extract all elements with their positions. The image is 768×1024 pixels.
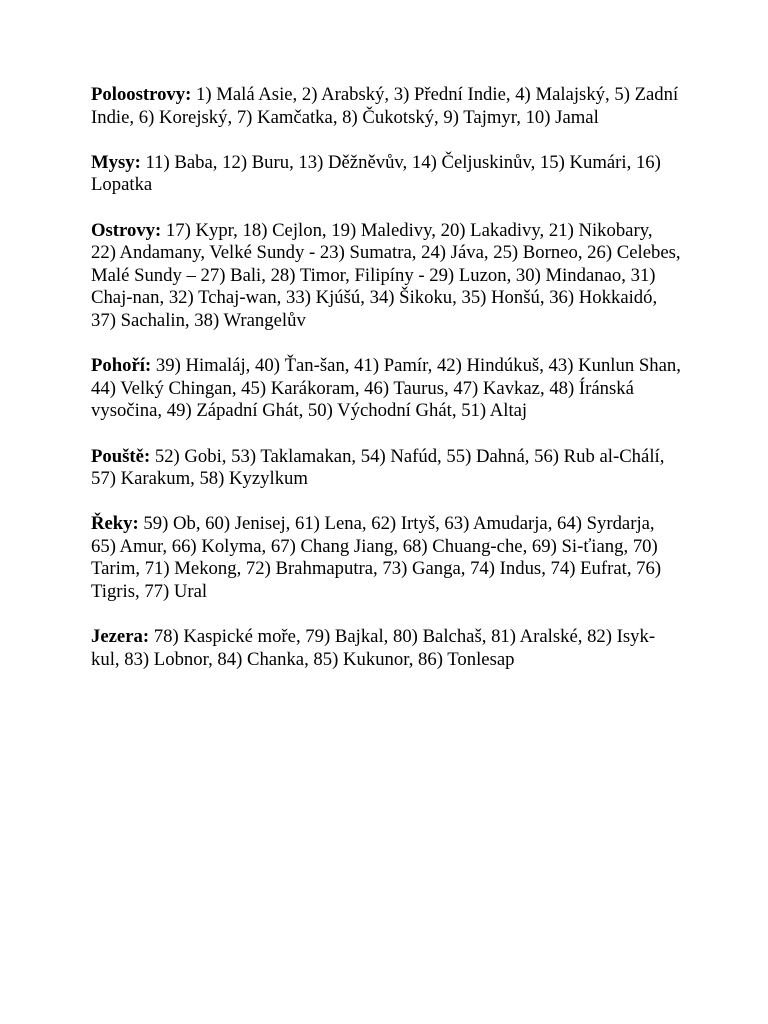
section-label: Poloostrovy:: [91, 84, 192, 105]
section-text: 1) Malá Asie, 2) Arabský, 3) Přední Indie, 4) Malajský, 5) Zadní Indie, 6) Korejský, 7) Kamčatka, 8) Čukotský, 9) Tajmyr, 10) Jamal: [91, 84, 679, 128]
section-label: Pouště:: [91, 445, 151, 467]
section-ostrovy: [91, 220, 681, 333]
section-label: Jezera:: [91, 626, 150, 648]
section-text: 78) Kaspické moře, 79) Bajkal, 80) Balchaš, 81) Aralské, 82) Isyk-kul, 83) Lobnor, 84) Chanka, 85) Kukunor, 86) Tonlesap: [91, 626, 656, 670]
section-label: Pohoří:: [91, 355, 152, 377]
section-label: Ostrovy:: [91, 219, 162, 241]
section-text: 52) Gobi, 53) Taklamakan, 54) Nafúd, 55) Dahná, 56) Rub al-Chálí, 57) Karakum, 58) Kyzylkum: [91, 445, 665, 490]
section-reky: [91, 513, 681, 603]
section-pouste: [91, 446, 681, 491]
document-body: [91, 84, 681, 694]
section-pohori: [91, 355, 681, 423]
section-label: Mysy:: [91, 151, 141, 173]
section-poloostrovy: [91, 84, 681, 129]
section-mysy: [91, 152, 681, 197]
section-jezera: [91, 626, 681, 671]
section-text: 59) Ob, 60) Jenisej, 61) Lena, 62) Irtyš, 63) Amudarja, 64) Syrdarja, 65) Amur, 66) Kolyma, 67) Chang Jiang, 68) Chuang-che, 69) Si-ťiang, 70) Tarim, 71) Mekong, 72) Brahmaputra, 73) Ganga, 74) Indus, 74) Eufrat, 76) Tigris, 77) Ural: [91, 513, 662, 603]
section-label: Řeky:: [91, 513, 139, 535]
section-text: 11) Baba, 12) Buru, 13) Děžněvův, 14) Čeljuskinův, 15) Kumári, 16) Lopatka: [91, 151, 661, 196]
section-text: 17) Kypr, 18) Cejlon, 19) Maledivy, 20) Lakadivy, 21) Nikobary, 22) Andamany, Velké Sundy - 23) Sumatra, 24) Jáva, 25) Borneo, 26) Celebes, Malé Sundy – 27) Bali, 28) Timor, Filipíny - 29) Luzon, 30) Mindanao, 31) Chaj-nan, 32) Tchaj-wan, 33) Kjúšú, 34) Šikoku, 35) Honšú, 36) Hokkaidó, 37) Sachalin, 38) Wrangelův: [91, 219, 681, 331]
section-text: 39) Himaláj, 40) Ťan-šan, 41) Pamír, 42) Hindúkuš, 43) Kunlun Shan, 44) Velký Chingan, 45) Karákoram, 46) Taurus, 47) Kavkaz, 48) Íránská vysočina, 49) Západní Ghát, 50) Východní Ghát, 51) Altaj: [91, 355, 681, 422]
